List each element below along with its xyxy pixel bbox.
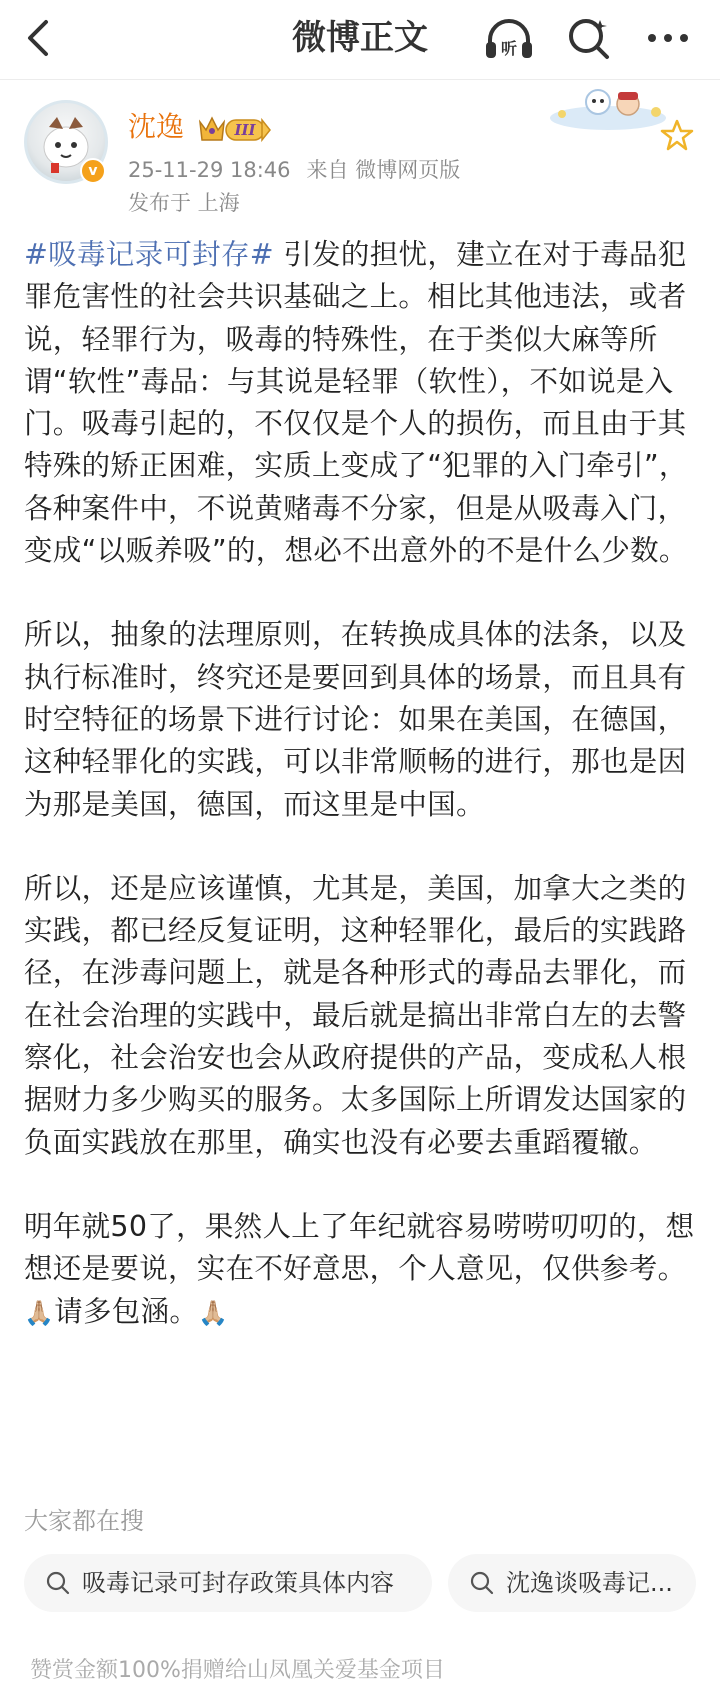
search-icon	[46, 1571, 70, 1595]
paragraph-1	[24, 234, 698, 572]
trending-chip[interactable]	[24, 1554, 432, 1612]
paragraph-4	[24, 1206, 698, 1334]
trending-chip-label: 沈逸谈吸毒记...	[506, 1569, 673, 1597]
paragraph-4-text: 明年就50了，果然人上了年纪就容易唠唠叨叨的，想想还是要说，实在不好意思，个人意见，仅供参考。	[24, 1209, 695, 1286]
topic-link[interactable]: #吸毒记录可封存#	[24, 238, 274, 271]
listen-button[interactable]	[482, 14, 536, 64]
more-button[interactable]	[642, 18, 694, 58]
cartoon-decoration-icon	[548, 84, 674, 132]
star-icon	[660, 118, 694, 152]
post-source: 来自 微博网页版	[306, 158, 461, 182]
favorite-button[interactable]	[660, 118, 694, 152]
crown-badge-icon	[196, 112, 272, 144]
paragraph-2: 所以，抽象的法理原则，在转换成具体的法条，以及执行标准时，终究还是要回到具体的场景，而且具有时空特征的场景下进行讨论：如果在美国，在德国，这种轻罪化的实践，可以非常顺畅的进行，那也是因为那是美国，德国，而这里是中国。	[24, 618, 687, 821]
post-content	[24, 234, 698, 1376]
profile-decoration	[548, 84, 674, 132]
member-level-text: III	[234, 121, 256, 139]
verified-badge: v	[80, 158, 106, 184]
author-name[interactable]: 沈逸	[128, 110, 185, 143]
paragraph-1-text: 引发的担忧，建立在对于毒品犯罪危害性的社会共识基础之上。相比其他违法，或者说，轻罪行为，吸毒的特殊性，在于类似大麻等所谓“软性”毒品：与其说是轻罪（软性），不如说是入门。吸毒引起的，不仅仅是个人的损伤，而且由于其特殊的矫正困难，实质上变成了“犯罪的入门牵引”，各种案件中，不说黄赌毒不分家，但是从吸毒入门，变成“以贩养吸”的，想必不出意外的不是什么少数。	[24, 238, 688, 568]
more-icon	[642, 18, 694, 58]
top-navigation-bar	[0, 0, 720, 80]
paragraph-3: 所以，还是应该谨慎，尤其是，美国，加拿大之类的实践，都已经反复证明，这种轻罪化，最后的实践路径，在涉毒问题上，就是各种形式的毒品去罪化，而在社会治理的实践中，最后就是搞出非常白左的去警察化，社会治安也会从政府提供的产品，变成私人根据财力多少购买的服务。太多国际上所谓发达国家的负面实践放在那里，确实也没有必要去重蹈覆辙。	[24, 871, 687, 1159]
search-button[interactable]	[566, 14, 612, 64]
trending-chip[interactable]	[448, 1554, 696, 1612]
listen-icon	[482, 14, 536, 64]
svg-text:听: 听	[500, 39, 518, 58]
post-location: 发布于 上海	[128, 191, 240, 215]
paragraph-4-closing: 请多包涵。	[54, 1294, 199, 1328]
member-level-badge	[196, 112, 272, 144]
trending-label: 大家都在搜	[24, 1507, 144, 1535]
reward-notice: 赞赏金额100%捐赠给山凤凰关爱基金项目	[30, 1658, 445, 1683]
folded-hands-emoji: 🙏🏼	[24, 1298, 55, 1327]
folded-hands-emoji: 🙏🏼	[198, 1298, 229, 1327]
search-icon	[566, 14, 612, 64]
page-title: 微博正文	[292, 18, 428, 58]
search-icon	[470, 1571, 494, 1595]
trending-chip-label: 吸毒记录可封存政策具体内容	[82, 1569, 394, 1597]
post-meta	[128, 155, 460, 185]
post-timestamp: 25-11-29 18:46	[128, 158, 291, 182]
